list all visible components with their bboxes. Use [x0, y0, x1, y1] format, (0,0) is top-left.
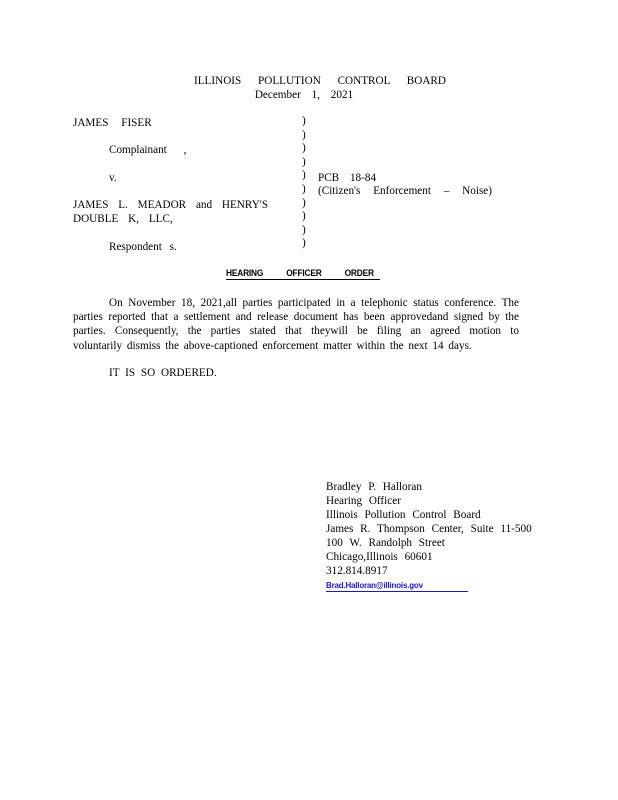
- respondent-role: Respondent s.: [109, 241, 177, 253]
- order-paragraph: [73, 296, 519, 353]
- order-paragraph-text: On November 18, 2021,all parties participated in a telephonic status conference. The parties reported that a settlement and release document has been approvedand signed by the parties. Consequently, the parties stated that theywill be filing an agreed motion to voluntarily dismiss the above-captioned enforcement matter within the next 14 days.: [73, 297, 519, 352]
- caption-paren: ): [302, 182, 306, 195]
- respondent-name-line1: JAMES L. MEADOR and HENRY'S: [73, 199, 269, 211]
- respondent-name-line2: DOUBLE K, LLC,: [73, 213, 173, 225]
- caption-parentheses: [302, 115, 306, 251]
- signer-address-line2: 100 W. Randolph Street: [326, 537, 445, 549]
- caption-paren: ): [302, 196, 306, 209]
- caption-paren: ): [302, 210, 306, 223]
- signature-block: [326, 480, 532, 592]
- signer-organization: Illinois Pollution Control Board: [326, 509, 481, 521]
- versus-label: v.: [109, 172, 117, 184]
- order-date: December 1, 2021: [254, 89, 354, 101]
- closing-statement: IT IS SO ORDERED.: [109, 367, 217, 379]
- order-heading: HEARING OFFICER ORDER: [226, 268, 380, 280]
- board-name: ILLINOIS POLLUTION CONTROL BOARD: [194, 75, 446, 87]
- signer-title: Hearing Officer: [326, 495, 401, 507]
- caption-paren: ): [302, 115, 306, 127]
- caption-paren: ): [302, 223, 306, 236]
- signer-city: Chicago,Illinois 60601: [326, 551, 433, 563]
- signer-phone: 312.814.8917: [326, 565, 388, 577]
- signer-name: Bradley P. Halloran: [326, 481, 422, 493]
- caption-paren: ): [302, 169, 306, 182]
- case-type: (Citizen's Enforcement – Noise): [318, 185, 492, 197]
- caption-paren: ): [302, 142, 306, 155]
- signer-address-line1: James R. Thompson Center, Suite 11-500: [326, 523, 532, 535]
- caption-paren: ): [302, 237, 306, 250]
- case-number: PCB 18-84: [318, 172, 377, 184]
- caption-paren: ): [302, 155, 306, 168]
- caption-paren: ): [302, 128, 306, 141]
- complainant-role: Complainant ,: [109, 144, 187, 156]
- complainant-name: JAMES FISER: [73, 117, 152, 129]
- signer-email-link[interactable]: Brad.Halloran@illinois.gov: [326, 581, 468, 592]
